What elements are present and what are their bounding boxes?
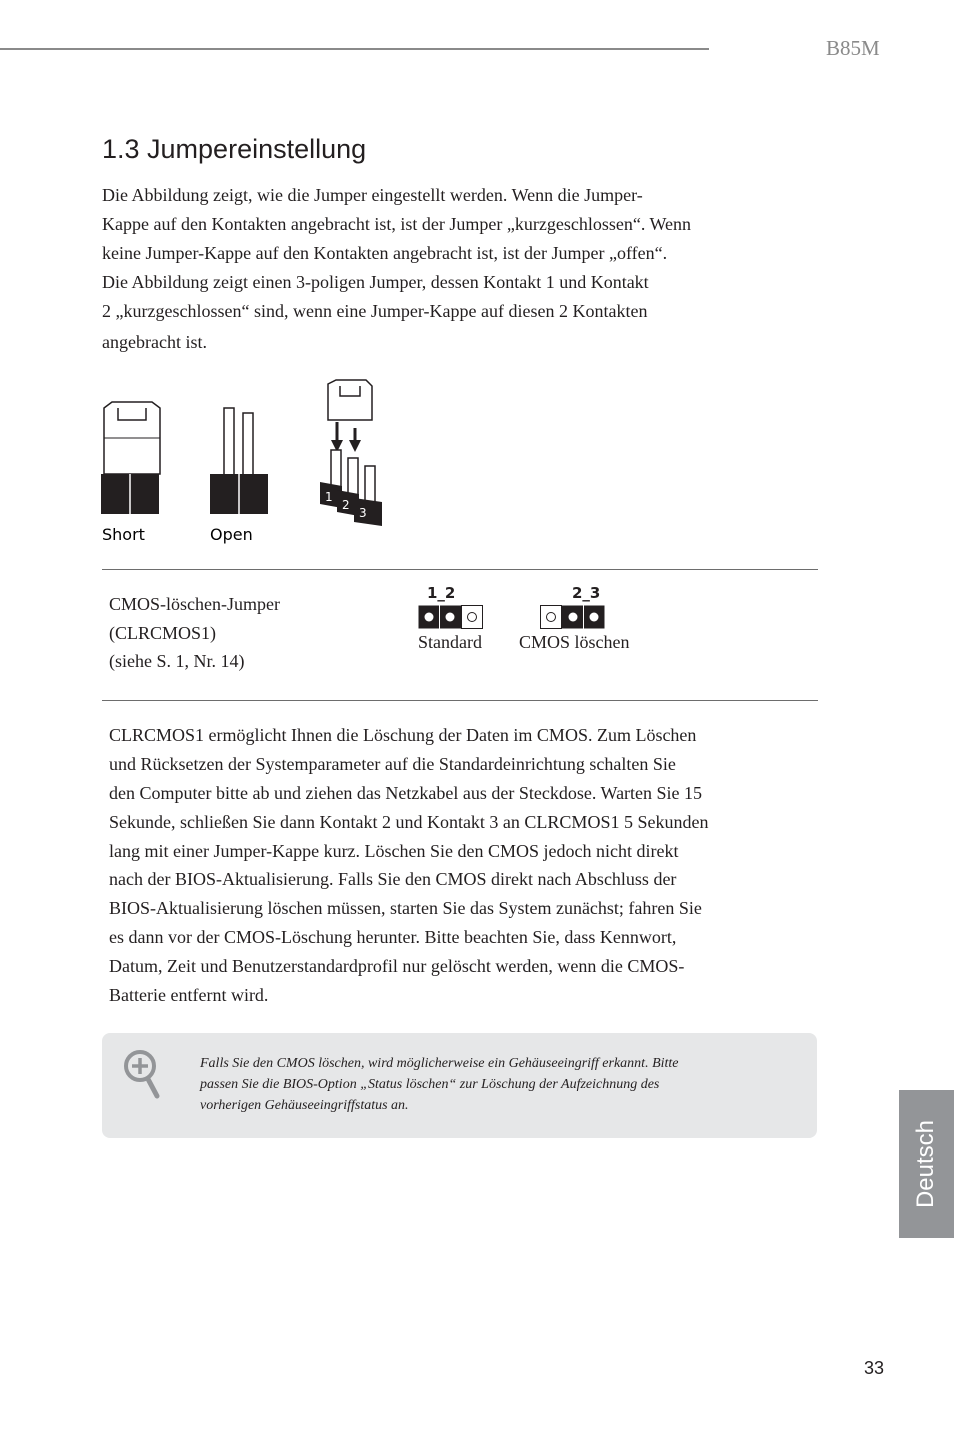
intro-line: 2 „kurzgeschlossen“ sind, wenn eine Jumper-Kappe auf diesen 2 Kontakten [102, 301, 648, 321]
note-line: vorherigen Gehäuseeingriffstatus an. [200, 1098, 409, 1113]
three-pin-jumper-illustration [320, 380, 382, 526]
page-number: 33 [864, 1358, 885, 1378]
intro-line: Die Abbildung zeigt, wie die Jumper eingestellt werden. Wenn die Jumper- [102, 185, 643, 205]
body-line: Sekunde, schließen Sie dann Kontakt 2 und Kontakt 3 an CLRCMOS1 5 Sekunden [109, 812, 709, 832]
body-line: den Computer bitte ab und ziehen das Netzkabel aus der Steckdose. Warten Sie 15 [109, 783, 703, 803]
short-jumper-illustration [101, 402, 160, 514]
jumper-name-line: (CLRCMOS1) [109, 623, 217, 643]
setting-b-caption: CMOS löschen [519, 632, 630, 652]
jumper-name-line: CMOS-löschen-Jumper [109, 594, 280, 614]
section-title: 1.3 Jumpereinstellung [102, 134, 367, 164]
model-name: B85M [826, 36, 880, 60]
language-tab-label-wrap [899, 1090, 954, 1238]
setting-b-pins: 2_3 [572, 584, 601, 602]
jumper-2-3-icon [540, 605, 606, 629]
table-bottom-rule [102, 700, 818, 701]
pin-number: 1 [325, 490, 333, 504]
pin-number: 3 [359, 506, 367, 520]
body-line: Datum, Zeit und Benutzerstandardprofil nur gelöscht werden, wenn die CMOS- [109, 956, 685, 976]
intro-line: Kappe auf den Kontakten angebracht ist, ist der Jumper „kurzgeschlossen“. Wenn [102, 214, 692, 234]
jumper-name-line: (siehe S. 1, Nr. 14) [109, 651, 245, 671]
body-line: CLRCMOS1 ermöglicht Ihnen die Löschung der Daten im CMOS. Zum Löschen [109, 725, 697, 745]
setting-a-caption: Standard [418, 632, 482, 652]
jumper-diagram [96, 378, 396, 548]
pin-number: 2 [342, 498, 350, 512]
open-jumper-illustration [210, 408, 268, 514]
table-top-rule [102, 569, 818, 570]
intro-line: keine Jumper-Kappe auf den Kontakten angebracht ist, ist der Jumper „offen“. [102, 243, 668, 263]
jumper-1-2-icon [418, 605, 484, 629]
header-rule [0, 48, 709, 50]
magnifier-plus-icon [122, 1048, 164, 1102]
short-label: Short [102, 525, 145, 544]
intro-line: Die Abbildung zeigt einen 3-poligen Jumper, dessen Kontakt 1 und Kontakt [102, 272, 649, 292]
body-line: lang mit einer Jumper-Kappe kurz. Löschen Sie den CMOS jedoch nicht direkt [109, 841, 679, 861]
language-tab-label: Deutsch [912, 1119, 940, 1209]
body-line: nach der BIOS-Aktualisierung. Falls Sie den CMOS direkt nach Abschluss der [109, 869, 677, 889]
intro-line: angebracht ist. [102, 332, 207, 352]
body-line: es dann vor der CMOS-Löschung herunter. Bitte beachten Sie, dass Kennwort, [109, 927, 677, 947]
note-line: passen Sie die BIOS-Option „Status löschen“ zur Löschung der Aufzeichnung des [200, 1077, 660, 1092]
body-line: Batterie entfernt wird. [109, 985, 269, 1005]
body-line: und Rücksetzen der Systemparameter auf die Standardeinrichtung schalten Sie [109, 754, 676, 774]
body-line: BIOS-Aktualisierung löschen müssen, starten Sie das System zunächst; fahren Sie [109, 898, 702, 918]
open-label: Open [210, 525, 253, 544]
setting-a-pins: 1_2 [427, 584, 456, 602]
note-line: Falls Sie den CMOS löschen, wird möglicherweise ein Gehäuseeingriff erkannt. Bitte [200, 1056, 679, 1071]
